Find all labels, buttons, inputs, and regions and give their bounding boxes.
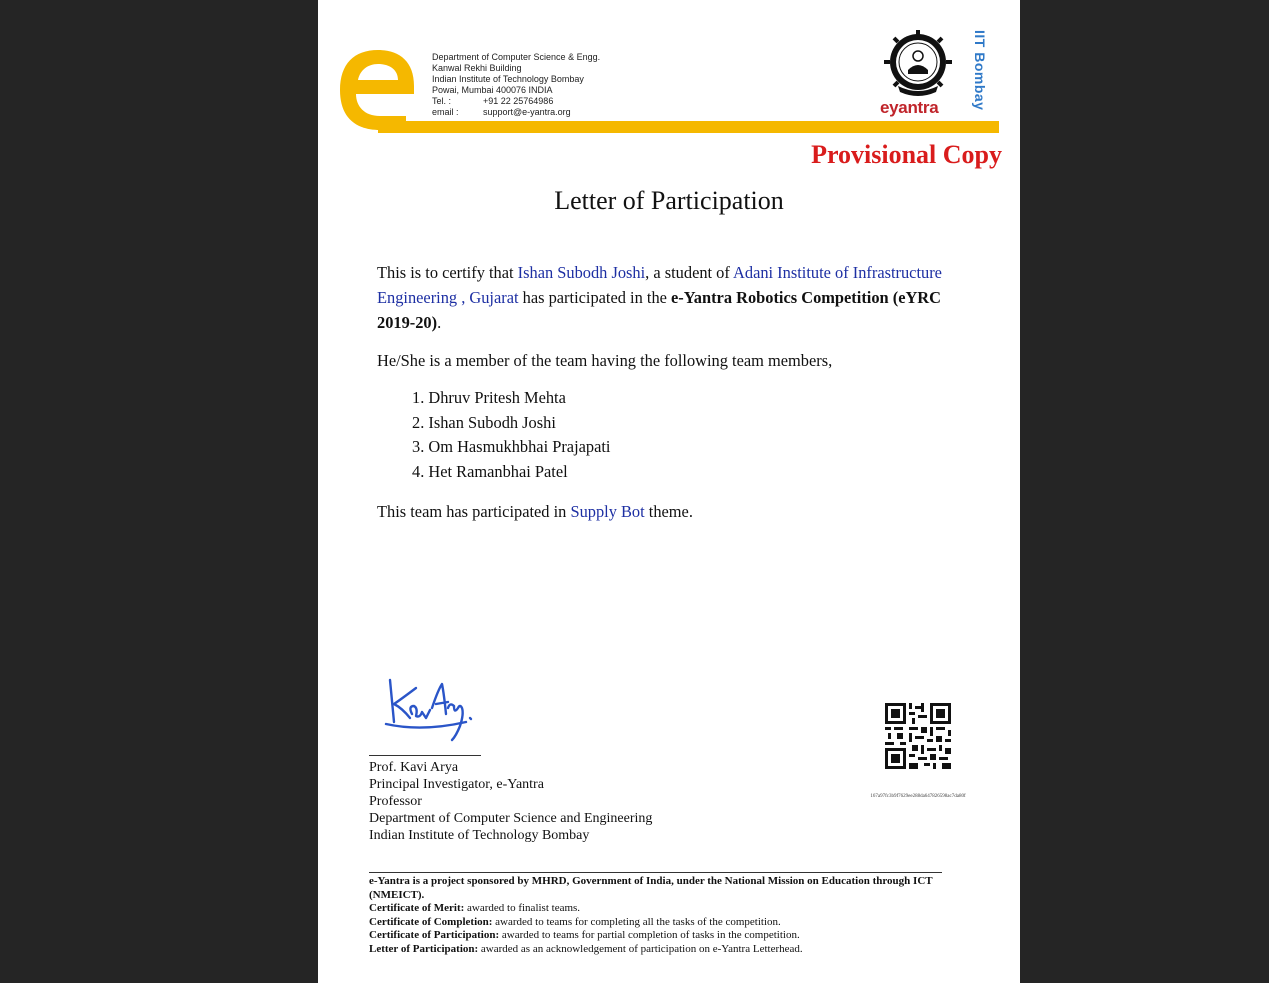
footer-item: Letter of Participation: awarded as an acknowledgement of participation on e-Yantra Letterhead.: [369, 942, 803, 955]
team-intro: He/She is a member of the team having the following team members,: [377, 351, 833, 370]
address-line: Powai, Mumbai 400076 INDIA: [432, 85, 553, 95]
theme-post: theme.: [644, 502, 693, 521]
address-line: Indian Institute of Technology Bombay: [432, 74, 584, 84]
theme-name: Supply Bot: [570, 502, 645, 521]
footer-item: Certificate of Completion: awarded to teams for completing all the tasks of the competition.: [369, 915, 781, 928]
student-name: Ishan Subodh Joshi: [517, 263, 646, 282]
qr-code-text: 167a97fc3b9f7629ee288da647826598ac7da80f: [870, 794, 966, 799]
letterhead-bar: [378, 121, 999, 133]
footer-item: Certificate of Merit: awarded to finalist teams.: [369, 902, 581, 915]
team-member: 3. Om Hasmukhbhai Prajapati: [412, 437, 611, 457]
college-name: Adani Institute of Infrastructure Engineering , Gujarat: [377, 263, 942, 307]
letterhead-address: [432, 52, 600, 118]
iit-bombay-emblem-icon: [876, 30, 960, 98]
signatory-title: Professor: [369, 794, 422, 809]
certificate-page: [318, 0, 1020, 983]
signatory-role: Principal Investigator, e-Yantra: [369, 777, 544, 792]
certify-intro: This is to certify that: [377, 263, 518, 282]
address-line: Department of Computer Science & Engg.: [432, 52, 601, 62]
certify-mid2: has participated in the: [518, 288, 672, 307]
team-member: 1. Dhruv Pritesh Mehta: [412, 388, 566, 407]
address-email: email : support@e-yantra.org: [432, 107, 571, 117]
address-line: Kanwal Rekhi Building: [432, 63, 522, 73]
signature-image: [382, 674, 482, 746]
theme-paragraph: [377, 499, 967, 524]
certify-paragraph: [377, 260, 967, 335]
competition-name: e-Yantra Robotics Competition (eYRC 2019-20): [377, 288, 941, 332]
theme-pre: This team has participated in: [377, 502, 571, 521]
certify-mid: , a student of: [645, 263, 734, 282]
team-members-list: [412, 386, 610, 485]
signatory-name: Prof. Kavi Arya: [369, 760, 459, 775]
team-member: 4. Het Ramanbhai Patel: [412, 462, 568, 482]
footer-divider: [369, 872, 942, 873]
certify-end: .: [437, 313, 442, 332]
qr-code-icon: [885, 703, 951, 769]
footer-notes: [369, 875, 949, 957]
eyantra-logo: eyantra: [880, 98, 939, 117]
iit-bombay-vertical-label: IIT Bombay: [972, 30, 988, 111]
signatory-block: [369, 759, 652, 844]
signatory-department: Department of Computer Science and Engineering: [369, 811, 653, 826]
signature-line: [369, 755, 481, 756]
address-tel: Tel. : +91 22 25764986: [432, 96, 554, 106]
sponsor-note: e-Yantra is a project sponsored by MHRD, Government of India, under the National Mission on Education through ICT (NMEICT).: [369, 875, 933, 901]
provisional-copy-label: Provisional Copy: [811, 140, 1002, 169]
footer-item: Certificate of Participation: awarded to teams for partial completion of tasks in the competition.: [369, 929, 800, 942]
team-member: 2. Ishan Subodh Joshi: [412, 412, 556, 432]
letter-title: Letter of Participation: [554, 186, 784, 215]
signatory-institute: Indian Institute of Technology Bombay: [369, 828, 590, 843]
